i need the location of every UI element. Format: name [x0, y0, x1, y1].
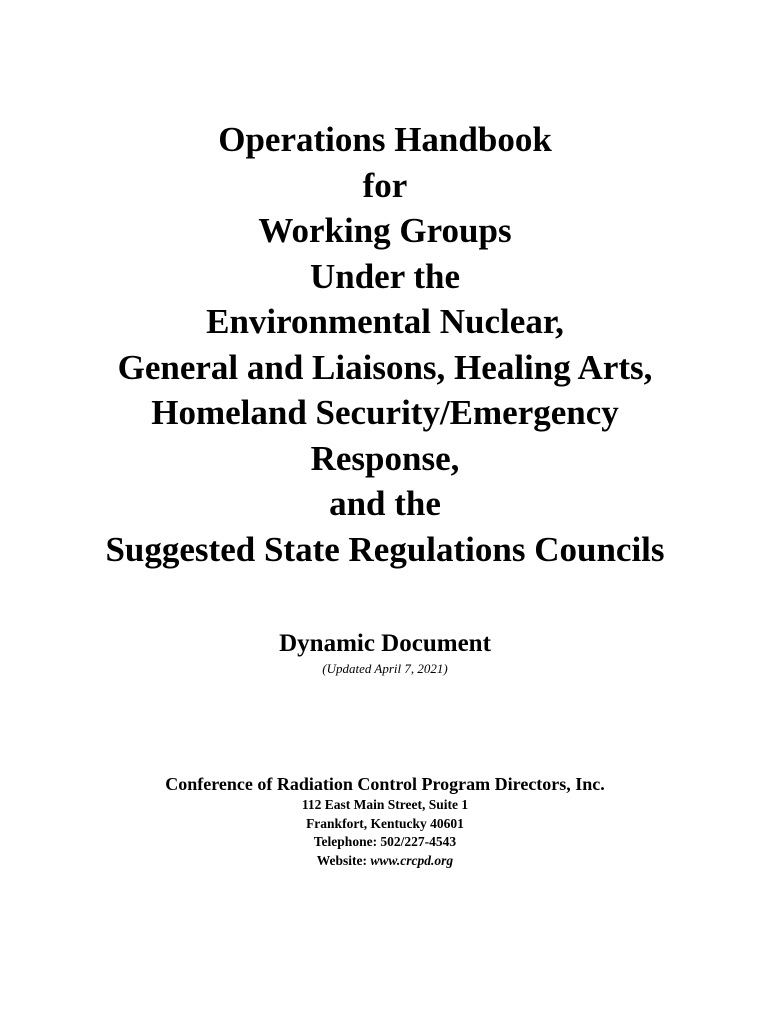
title-line: Homeland Security/Emergency [151, 393, 619, 432]
telephone: Telephone: 502/227-4543 [313, 834, 457, 849]
title-line: General and Liaisons, Healing Arts, [117, 347, 653, 387]
document-title [0, 117, 770, 572]
document-subtitle [0, 627, 770, 677]
title-line: Environmental Nuclear, [206, 302, 564, 341]
title-line: and the [329, 484, 441, 523]
title-line: Suggested State Regulations Councils [105, 529, 665, 569]
title-line: for [362, 165, 408, 205]
organization-info [0, 772, 770, 870]
title-line: Operations Handbook [218, 120, 552, 159]
organization-name: Conference of Radiation Control Program Directors, Inc. [165, 774, 605, 794]
city-state-zip: Frankfort, Kentucky 40601 [306, 815, 464, 831]
website [0, 852, 770, 871]
website-link[interactable]: www.crcpd.org [370, 852, 454, 868]
dynamic-document-heading: Dynamic Document [279, 630, 491, 657]
website-label: Website: [316, 852, 371, 868]
title-line: Under the [309, 256, 461, 296]
updated-date: (Updated April 7, 2021) [322, 661, 448, 676]
title-line: Response, [310, 438, 460, 478]
title-line: Working Groups [258, 211, 512, 250]
street-address: 112 East Main Street, Suite 1 [301, 797, 469, 812]
